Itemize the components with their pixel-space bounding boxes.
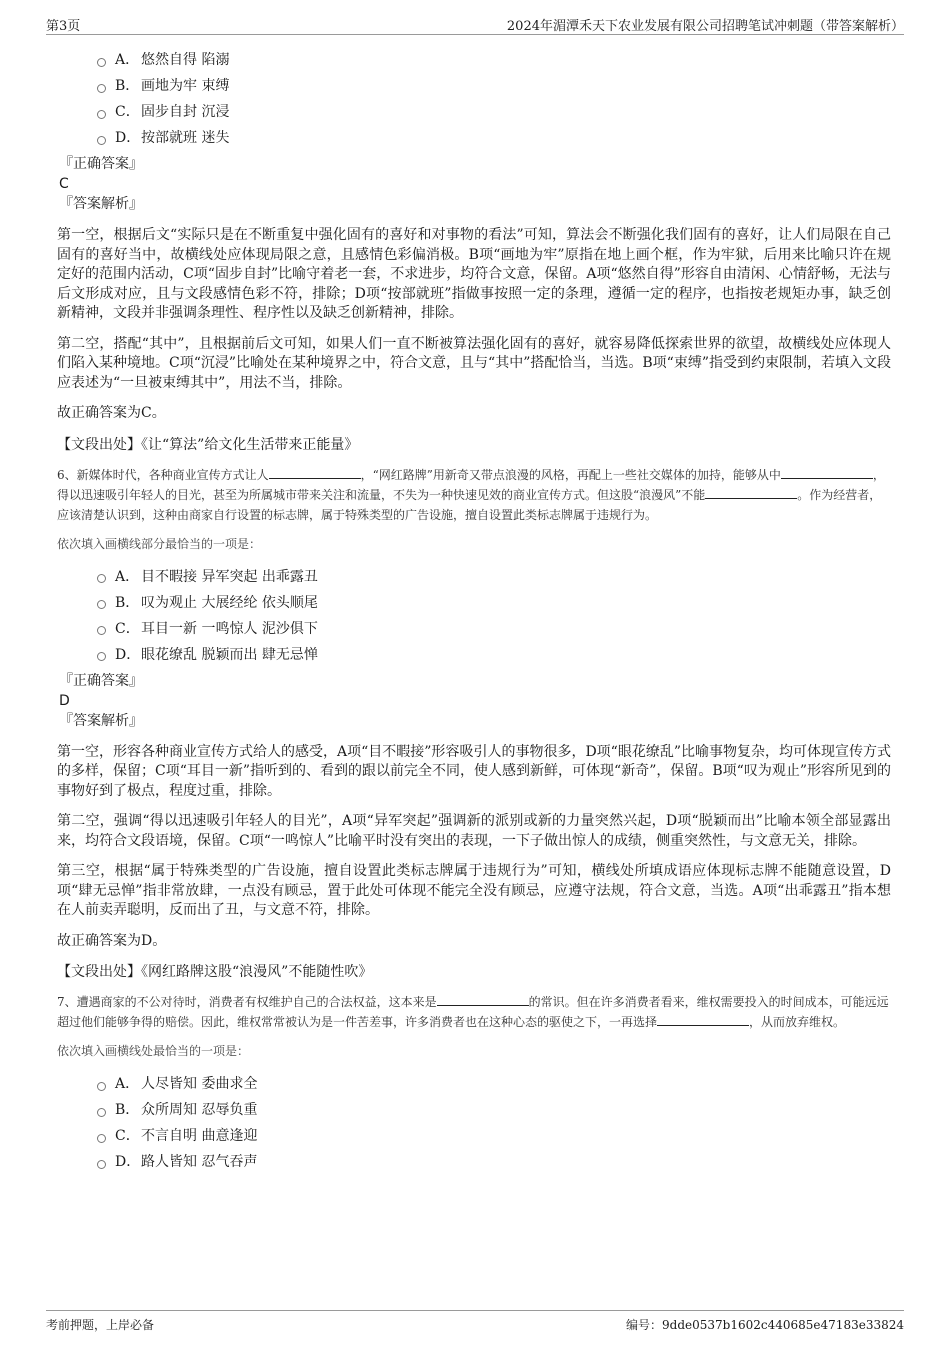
q5-option-a[interactable]: A． 悠然自得 陷溺 [97,46,891,72]
q5-option-d[interactable]: D． 按部就班 迷失 [97,124,891,150]
radio-icon[interactable] [97,84,106,93]
radio-icon[interactable] [97,600,106,609]
radio-icon[interactable] [97,136,106,145]
q6-option-c[interactable]: C． 耳目一新 一鸣惊人 泥沙俱下 [97,615,891,641]
radio-icon[interactable] [97,1160,106,1169]
page-content [57,46,891,1174]
footer-slogan: 考前押题，上岸必备 [46,1318,155,1332]
q6-source: 【文段出处】《网红路牌这股“浪漫风”不能随性吹》 [57,964,373,980]
q7-option-b[interactable]: B． 众所周知 忍辱负重 [97,1096,891,1122]
q5-options [57,46,891,150]
blank-line [437,993,529,1006]
q6-option-d[interactable]: D． 眼花缭乱 脱颖而出 肆无忌惮 [97,641,891,667]
document-title: 2024年湄潭禾天下农业发展有限公司招聘笔试冲刺题（带答案解析） [506,19,904,34]
q5-conclusion: 故正确答案为C。 [57,405,166,421]
q5-answer-label: 『正确答案』 [59,156,143,172]
page-header [46,12,904,35]
blank-line [269,466,361,479]
q6-answer: D [59,692,70,709]
q5-source: 【文段出处】《让“算法”给文化生活带来正能量》 [57,436,359,453]
q7-option-d[interactable]: D． 路人皆知 忍气吞声 [97,1148,891,1174]
q5-analysis-label: 『答案解析』 [59,196,143,212]
radio-icon[interactable] [97,1134,106,1143]
blank-line [657,1013,749,1026]
q7-option-a[interactable]: A． 人尽皆知 委曲求全 [97,1070,891,1096]
document-id: 编号：9dde0537b1602c440685e47183e33824 [626,1318,904,1332]
radio-icon[interactable] [97,58,106,67]
blank-line [781,466,873,479]
q7-options [57,1070,891,1174]
q6-analysis-para: 第三空，根据“属于特殊类型的广告设施，擅自设置此类标志牌属于违规行为”可知，横线处所填成语应体现标志牌不能随意设置，D项“肆无忌惮”指非常放肆，一点没有顾忌，置于此处可体现不能完全没有顾忌，应遵守法规，符合文意，当选。A项“出乖露丑”指本想在人前卖弄聪明，反而出了丑，与文意不符，排除。 [57,863,891,918]
q5-analysis-para: 第二空，搭配“其中”，且根据前后文可知，如果人们一直不断被算法强化固有的喜好，就容易降低探索世界的欲望，故横线处应体现人们陷入某种境地。C项“沉浸”比喻处在某种境界之中，符合文意，且与“其中”搭配恰当，当选。B项“束缚”指受到约束限制，若填入文段应表述为“一旦被束缚其中”，用法不当，排除。 [57,335,891,391]
page-footer [46,1310,904,1337]
blank-line [705,486,797,499]
radio-icon[interactable] [97,626,106,635]
radio-icon[interactable] [97,574,106,583]
q5-answer: C [59,176,69,192]
q6-conclusion: 故正确答案为D。 [57,932,167,949]
radio-icon[interactable] [97,1082,106,1091]
radio-icon[interactable] [97,1108,106,1117]
page-number: 第3页 [46,19,81,34]
q6-options [57,563,891,667]
q6-analysis-para: 第二空，强调“得以迅速吸引年轻人的目光”，A项“异军突起”强调新的派别或新的力量突然兴起，D项“脱颖而出”比喻本领全部显露出来，均符合文段语境，保留。C项“一鸣惊人”比喻平时没有突出的表现，一下子做出惊人的成绩，侧重突然性，与文意无关，排除。 [57,813,891,849]
q6-stem: 6、新媒体时代，各种商业宣传方式让人 ，“网红路牌”用新奇又带点浪漫的风格，再配上一些社交媒体的加持，能够从中 ，得以迅速吸引年轻人的目光，甚至为所属城市带来关注和流量，不失为一种快速见效的商业宣传方式。但这股“浪漫风”不能 。作为经营者，应该清楚认识到，这种由商家自行设置的标志牌，属于特殊类型的广告设施，擅自设置此类标志牌属于违规行为。 [57,467,885,522]
q6-option-a[interactable]: A． 目不暇接 异军突起 出乖露丑 [97,563,891,589]
q6-option-b[interactable]: B． 叹为观止 大展经纶 依头顺尾 [97,589,891,615]
q5-analysis-para: 第一空，根据后文“实际只是在不断重复中强化固有的喜好和对事物的看法”可知，算法会不断强化我们固有的喜好，让人们局限在自己固有的喜好当中，故横线处应体现局限之意，且感情色彩偏消极。B项“画地为牢”原指在地上画个框，作为牢狱，后用来比喻只许在规定好的范围内活动，C项“固步自封”比喻守着老一套，不求进步，均符合文意，保留。A项“悠然自得”形容自由清闲、心情舒畅，无法与后文形成对应，且与文段感情色彩不符，排除；D项“按部就班”指做事按照一定的条理，遵循一定的程序，也指按老规矩办事，缺乏创新精神，文段并非强调条理性、程序性以及缺乏创新精神，排除。 [57,227,891,321]
radio-icon[interactable] [97,110,106,119]
q6-analysis-label: 『答案解析』 [59,712,143,729]
q6-analysis-para: 第一空，形容各种商业宣传方式给人的感受，A项“目不暇接”形容吸引人的事物很多，D项“眼花缭乱”比喻事物复杂，均可体现宣传方式的多样，保留；C项“耳目一新”指听到的、看到的跟以前完全不同，使人感到新鲜，可体现“新奇”，保留。B项“叹为观止”形容所见到的事物好到了极点，程度过重，排除。 [57,743,891,799]
q7-instruction: 依次填入画横线处最恰当的一项是： [57,1044,250,1058]
q6-answer-label: 『正确答案』 [59,672,143,689]
q7-option-c[interactable]: C． 不言自明 曲意逢迎 [97,1122,891,1148]
q5-option-c[interactable]: C． 固步自封 沉浸 [97,98,891,124]
q7-stem: 7、遭遇商家的不公对待时，消费者有权维护自己的合法权益，这本来是 的常识。但在许多消费者看来，维权需要投入的时间成本，可能远远超过他们能够争得的赔偿。因此，维权常常被认为是一件苦差事，许多消费者也在这种心态的驱使之下，一再选择 ，从而放弃维权。 [57,995,889,1029]
q5-option-b[interactable]: B． 画地为牢 束缚 [97,72,891,98]
q6-instruction: 依次填入画横线部分最恰当的一项是： [57,536,262,551]
radio-icon[interactable] [97,652,106,661]
